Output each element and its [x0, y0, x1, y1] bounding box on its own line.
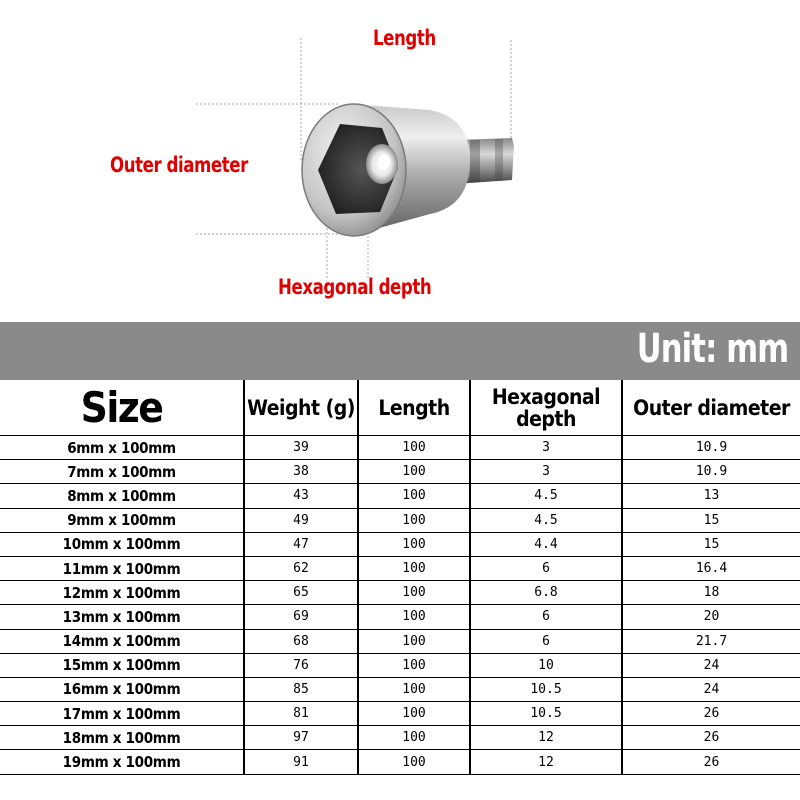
weight-cell: 43: [244, 484, 358, 508]
length-cell: 100: [358, 436, 470, 460]
size-cell: 10mm x 100mm: [0, 532, 244, 556]
hex-depth-cell: 3: [470, 436, 622, 460]
length-cell: 100: [358, 726, 470, 750]
length-cell: 100: [358, 605, 470, 629]
table-row: [0, 629, 800, 653]
weight-cell: 85: [244, 677, 358, 701]
hex-depth-cell: 4.4: [470, 532, 622, 556]
size-cell: 19mm x 100mm: [0, 750, 244, 774]
weight-cell: 68: [244, 629, 358, 653]
weight-cell: 69: [244, 605, 358, 629]
size-cell: 12mm x 100mm: [0, 581, 244, 605]
length-cell: 100: [358, 702, 470, 726]
outer-diameter-cell: 24: [622, 653, 800, 677]
size-header: Size: [80, 382, 163, 432]
hex-depth-cell: 6.8: [470, 581, 622, 605]
outer-diameter-header: Outer diameter: [622, 380, 800, 436]
hex-depth-cell: 4.5: [470, 484, 622, 508]
size-cell: 13mm x 100mm: [0, 605, 244, 629]
unit-label: Unit: mm: [636, 326, 788, 372]
length-cell: 100: [358, 556, 470, 580]
length-cell: 100: [358, 581, 470, 605]
size-cell: 8mm x 100mm: [0, 484, 244, 508]
size-cell: 16mm x 100mm: [0, 677, 244, 701]
weight-cell: 91: [244, 750, 358, 774]
spec-table-body: [0, 436, 800, 775]
length-cell: 100: [358, 484, 470, 508]
table-header-row: [0, 380, 800, 436]
length-cell: 100: [358, 532, 470, 556]
outer-diameter-cell: 26: [622, 726, 800, 750]
size-cell: 15mm x 100mm: [0, 653, 244, 677]
outer-diameter-cell: 15: [622, 532, 800, 556]
hex-depth-cell: 10: [470, 653, 622, 677]
unit-banner: [0, 322, 800, 380]
weight-cell: 81: [244, 702, 358, 726]
outer-diameter-cell: 18: [622, 581, 800, 605]
hex-depth-cell: 10.5: [470, 677, 622, 701]
table-row: [0, 436, 800, 460]
hex-depth-cell: 6: [470, 605, 622, 629]
weight-cell: 49: [244, 508, 358, 532]
table-row: [0, 702, 800, 726]
hex-depth-cell: 12: [470, 750, 622, 774]
length-callout: Length: [373, 26, 436, 50]
table-row: [0, 484, 800, 508]
weight-cell: 39: [244, 436, 358, 460]
weight-cell: 97: [244, 726, 358, 750]
weight-cell: 62: [244, 556, 358, 580]
hex-depth-header-text: Hexagonal depth: [491, 384, 601, 431]
hex-depth-header: [470, 380, 622, 436]
weight-header: Weight (g): [244, 380, 358, 436]
table-row: [0, 581, 800, 605]
table-row: [0, 726, 800, 750]
table-row: [0, 532, 800, 556]
size-cell: 18mm x 100mm: [0, 726, 244, 750]
length-cell: 100: [358, 508, 470, 532]
outer-diameter-cell: 21.7: [622, 629, 800, 653]
weight-cell: 65: [244, 581, 358, 605]
weight-cell: 47: [244, 532, 358, 556]
size-cell: 7mm x 100mm: [0, 460, 244, 484]
outer-diameter-cell: 15: [622, 508, 800, 532]
weight-cell: 76: [244, 653, 358, 677]
table-row: [0, 750, 800, 774]
outer-diameter-callout: Outer diameter: [110, 153, 248, 177]
length-cell: 100: [358, 460, 470, 484]
outer-diameter-cell: 16.4: [622, 556, 800, 580]
length-cell: 100: [358, 750, 470, 774]
outer-diameter-cell: 13: [622, 484, 800, 508]
length-header: Length: [358, 380, 470, 436]
hex-depth-cell: 4.5: [470, 508, 622, 532]
spec-table: [0, 380, 800, 775]
table-row: [0, 677, 800, 701]
outer-diameter-cell: 10.9: [622, 460, 800, 484]
table-row: [0, 653, 800, 677]
hexagonal-depth-callout: Hexagonal depth: [278, 275, 432, 299]
hex-depth-cell: 10.5: [470, 702, 622, 726]
length-cell: 100: [358, 629, 470, 653]
length-cell: 100: [358, 653, 470, 677]
hex-depth-cell: 12: [470, 726, 622, 750]
outer-diameter-cell: 26: [622, 702, 800, 726]
size-cell: 14mm x 100mm: [0, 629, 244, 653]
table-row: [0, 460, 800, 484]
size-cell: 17mm x 100mm: [0, 702, 244, 726]
size-cell: 9mm x 100mm: [0, 508, 244, 532]
size-cell: 6mm x 100mm: [0, 436, 244, 460]
outer-diameter-cell: 10.9: [622, 436, 800, 460]
outer-diameter-cell: 26: [622, 750, 800, 774]
size-cell: 11mm x 100mm: [0, 556, 244, 580]
table-row: [0, 556, 800, 580]
hex-depth-cell: 6: [470, 629, 622, 653]
table-row: [0, 605, 800, 629]
hex-depth-cell: 6: [470, 556, 622, 580]
product-diagram: [0, 0, 800, 322]
hex-depth-cell: 3: [470, 460, 622, 484]
outer-diameter-cell: 20: [622, 605, 800, 629]
outer-diameter-cell: 24: [622, 677, 800, 701]
length-cell: 100: [358, 677, 470, 701]
weight-cell: 38: [244, 460, 358, 484]
table-row: [0, 508, 800, 532]
